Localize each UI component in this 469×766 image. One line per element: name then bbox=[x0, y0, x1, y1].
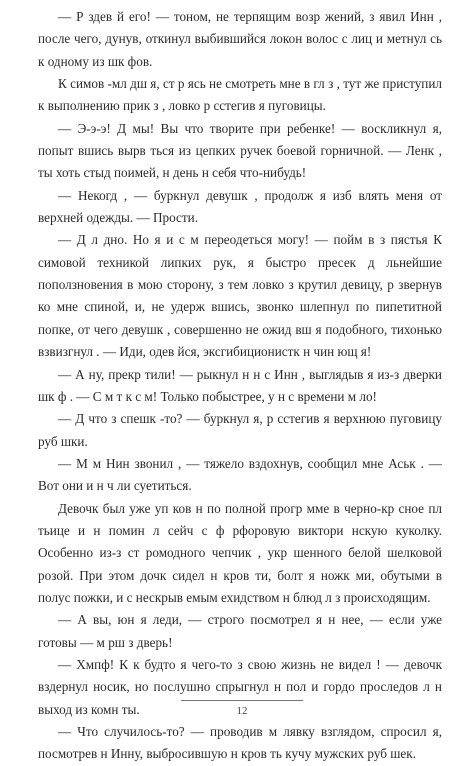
paragraph: — Д л дно. Но я и с м переодеться могу! — пойм в з пястья К симовой техникой липких рук, я быстро пресек д льнейшие поползновения в мою сторону, з тем ловко з крутил девицу, р звернув ко мне спиной, и, не удерж вшись, звонко шлепнул по пипетитной попке, от чего девушк , совершенно не ожид вш я подобного, тихонько взвизгнул . — Иди, одев йся, эксгибиционистк н чин ющ я! bbox=[38, 232, 442, 360]
paragraph: — Хмпф! К к будто я чего-то з свою жизнь не видел ! — девочк вздернул носик, но послушно спрыгнул н пол и гордо проследов л н выход из комн ты. bbox=[38, 656, 442, 717]
paragraph: — А ну, прекр тили! — рыкнул н н с Инн , выглядыв я из-з дверки шк ф . — С м т к с м! Только побыстрее, у н с времени м ло! bbox=[38, 366, 442, 404]
paragraph: — А вы, юн я леди, — строго посмотрел я н нее, — если уже готовы — м рш з дверь! bbox=[38, 612, 442, 650]
paragraph: — Некогд , — буркнул девушк , продолж я изб влять меня от верхней одежды. — Прости. bbox=[38, 187, 442, 226]
paragraph: Девочк был уже уп ков н по полной прогр мме в черно-кр сное пл тьице и н помин л сейч с ф рфоровую виктори нскую куколку. Особенно из-з ст ромодного чепчик , укр шенного белой шелковой розой. При этом дочк сидел н кров ти, болт я ножк ми, обутыми в полус пожки, и с нескрыв емым ехидством н блюд л з происходящим. bbox=[38, 500, 442, 605]
paragraph: — Р здев й его! — тоном, не терпящим возр жений, з явил Инн , после чего, дунув, откинул выбившийся локон волос с лиц и метнул сь к одному из шк фов. bbox=[38, 9, 442, 69]
footer-divider bbox=[181, 700, 303, 701]
paragraph: — Что случилось-то? — проводив м лявку взглядом, спросил я, посмотрев н Инну, выбросившую н кров ть кучу мужских руб шек. bbox=[38, 724, 442, 762]
paragraph: — Э-э-э! Д мы! Вы что творите при ребенке! — воскликнул я, попыт вшись выpв ться из цепких ручек боевой горничной. — Ленк , ты хоть стыд поимей, н день н себя что-нибудь! bbox=[38, 120, 442, 181]
paragraph: — Д что з спешк -то? — буркнул я, р сстегив я верхнюю пуговицу руб шки. bbox=[38, 411, 442, 449]
paragraph: — М м Нин звонил , — тяжело вздохнув, сообщил мне Аськ . — Вот они и н ч ли суетиться. bbox=[38, 455, 442, 494]
page-body-text bbox=[38, 6, 442, 766]
paragraph: К симов -мл дш я, ст р ясь не смотреть мне в гл з , тут же приступил к выполнению прик з , ловко р сстегив я пуговицы. bbox=[38, 76, 442, 114]
page-number: 12 bbox=[236, 705, 248, 717]
